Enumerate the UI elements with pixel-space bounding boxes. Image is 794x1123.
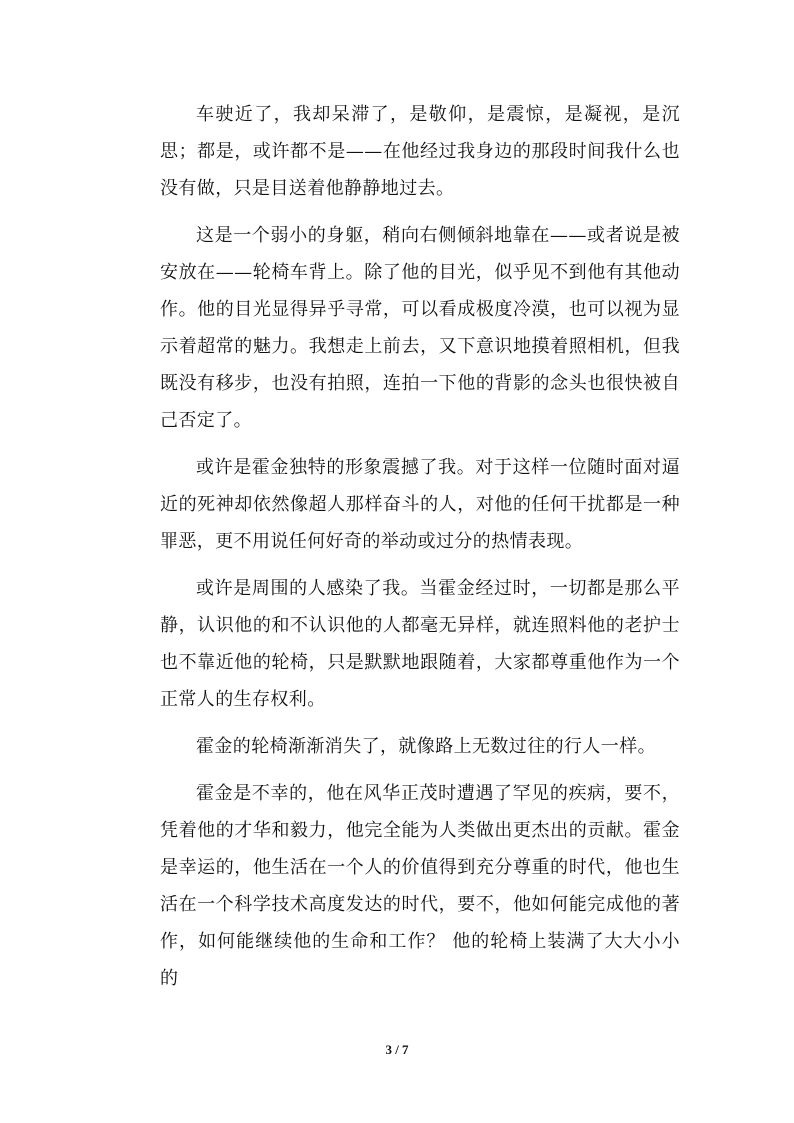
paragraph-2: 这是一个弱小的身躯，稍向右侧倾斜地靠在——或者说是被安放在——轮椅车背上。除了他的目光，似乎见不到他有其他动作。他的目光显得异乎寻常，可以看成极度冷漠，也可以视为显示着超常的魅力。我想走上前去，又下意识地摸着照相机，但我既没有移步，也没有拍照，连拍一下他的背影的念头也很快被自己否定了。 [160, 225, 680, 431]
paragraph-1: 车驶近了，我却呆滞了，是敬仰，是震惊，是凝视，是沉思；都是，或许都不是——在他经过我身边的那段时间我什么也没有做，只是目送着他静静地过去。 [160, 104, 680, 199]
paragraph-4: 或许是周围的人感染了我。当霍金经过时，一切都是那么平静，认识他的和不认识他的人都毫无异样，就连照料他的老护士也不靠近他的轮椅，只是默默地跟随着，大家都尊重他作为一个正常人的生存权利。 [160, 578, 680, 710]
document-body [160, 96, 680, 1007]
paragraph-3: 或许是霍金独特的形象震撼了我。对于这样一位随时面对逼近的死神却依然像超人那样奋斗的人，对他的任何干扰都是一种罪恶，更不用说任何好奇的举动或过分的热情表现。 [160, 457, 680, 552]
page-number: 3 / 7 [385, 1042, 409, 1057]
paragraph-6: 霍金是不幸的，他在风华正茂时遭遇了罕见的疾病，要不，凭着他的才华和毅力，他完全能为人类做出更杰出的贡献。霍金是幸运的，他生活在一个人的价值得到充分尊重的时代，他也生活在一个科学技术高度发达的时代，要不，他如何能完成他的著作，如何能继续他的生命和工作？ 他的轮椅上装满了大大小小的 [160, 783, 680, 989]
paragraph-5: 霍金的轮椅渐渐消失了，就像路上无数过往的行人一样。 [196, 736, 656, 757]
